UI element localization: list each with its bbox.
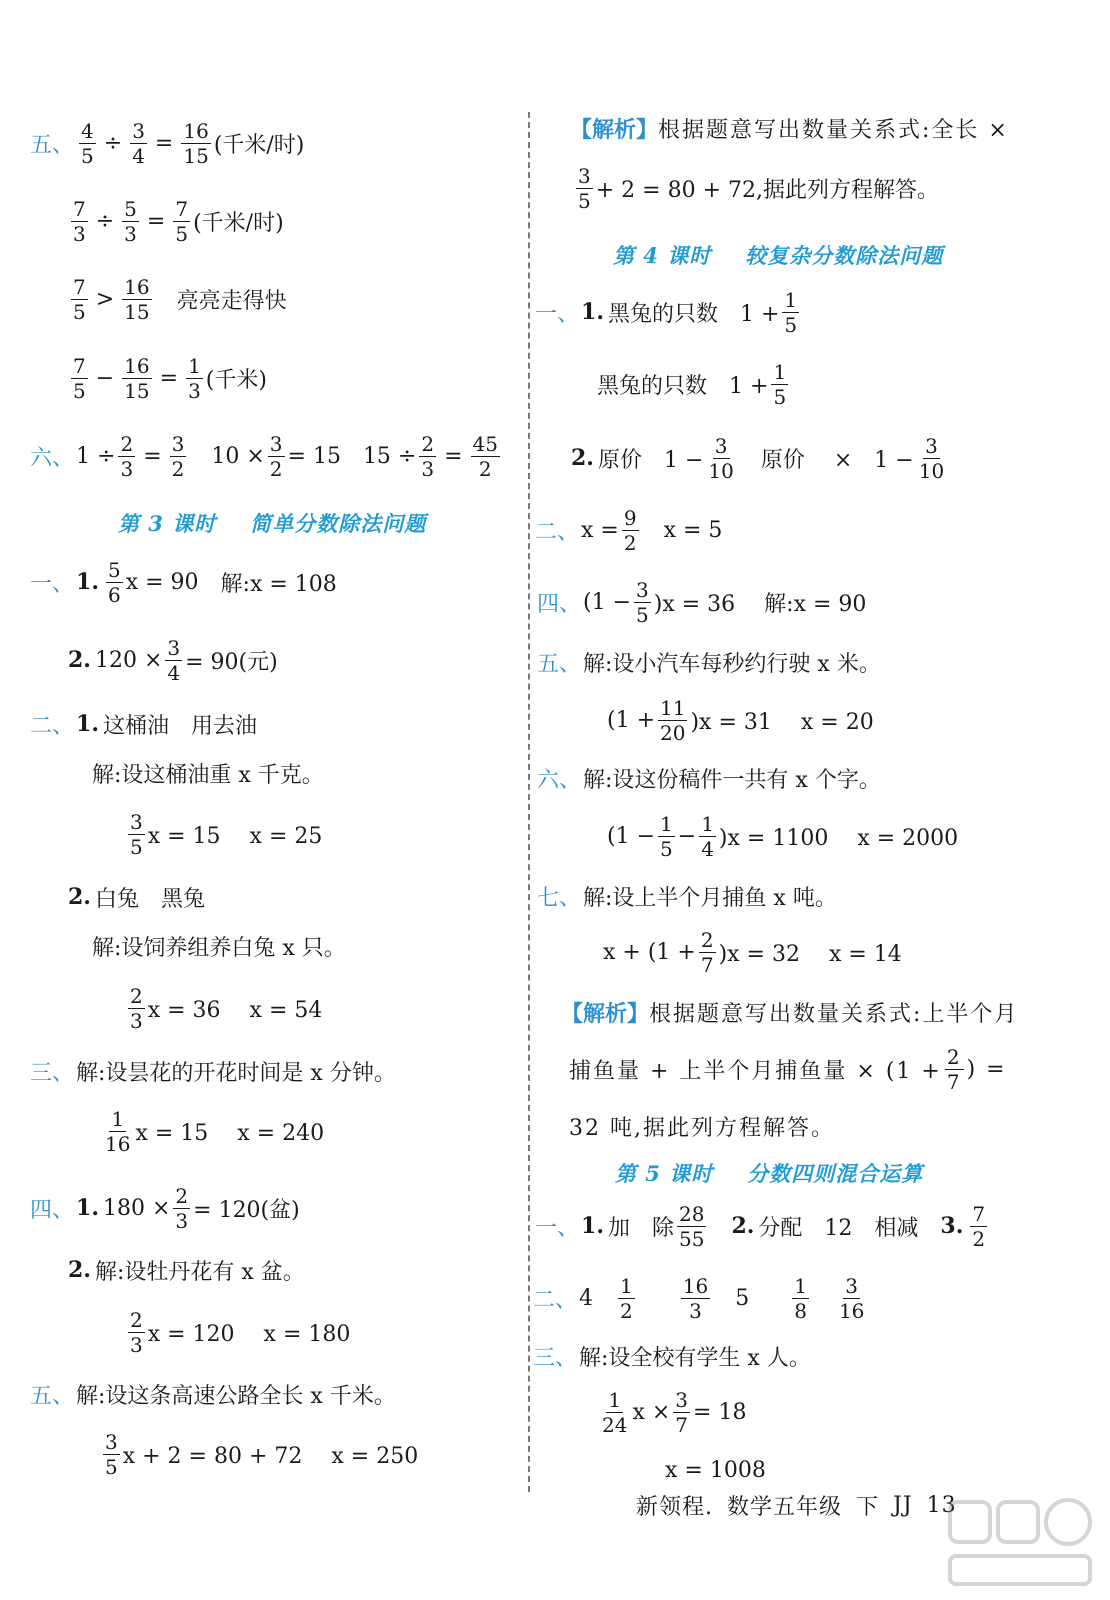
- denominator: 2: [620, 1298, 633, 1323]
- denominator: 2: [972, 1226, 986, 1251]
- numerator: 7: [73, 353, 86, 378]
- answer-line: $\frac{3}{5}$ x + 2 = 80 + 72 x = 250: [105, 1429, 419, 1479]
- section-marker: 二、: [533, 1287, 578, 1313]
- answer-line: $\frac{2}{3}$ x = 120 x = 180: [130, 1307, 351, 1357]
- fraction: [792, 1273, 809, 1323]
- fraction: [268, 431, 285, 481]
- denominator: 3: [188, 378, 201, 403]
- denominator: 5: [660, 836, 673, 861]
- fraction: [170, 431, 187, 481]
- denominator: 4: [132, 143, 145, 168]
- analysis-note: 【解析】 根据题意写出数量关系式:上半个月: [561, 984, 1018, 1040]
- denominator: 55: [679, 1226, 705, 1251]
- fraction: [130, 118, 147, 168]
- denominator: 5: [130, 834, 143, 859]
- section-marker: 二、: [30, 713, 75, 739]
- analysis-note: 捕鱼量 + 上半个月捕鱼量 × (1 + $\frac{2}{7}$ ) =: [569, 1044, 1007, 1094]
- denominator: 3: [175, 1208, 189, 1233]
- unit-text: (千米/时): [213, 132, 305, 158]
- fraction: [106, 557, 123, 607]
- denominator: 2: [171, 456, 185, 481]
- numerator: 3: [130, 809, 143, 834]
- fraction: [673, 1387, 690, 1437]
- fraction: [699, 927, 716, 977]
- numerator: 7: [972, 1201, 986, 1226]
- section-marker: 六、: [30, 445, 75, 471]
- section-marker: 二、: [535, 519, 580, 545]
- numerator: 1: [773, 359, 787, 384]
- answer-line: x = 1008: [665, 1457, 766, 1483]
- numerator: 3: [636, 577, 649, 602]
- denominator: 3: [130, 1332, 143, 1357]
- answer-line: $\frac{7}{5}$ > $\frac{16}{15}$ 亮亮走得快: [73, 274, 287, 324]
- answer-line: 2. 原价 1 − $\frac{3}{10}$ 原价 × 1 − $\frac{3}{10}$: [571, 433, 945, 483]
- answer-line: 七、 解:设上半个月捕鱼 x 吨。: [537, 868, 837, 924]
- section-marker: 三、: [533, 1345, 578, 1371]
- denominator: 15: [124, 378, 150, 403]
- section-marker: 五、: [30, 1383, 75, 1409]
- numerator: 3: [171, 431, 185, 456]
- numerator: 16: [124, 274, 150, 299]
- denominator: 4: [167, 660, 181, 685]
- page-number: 13: [926, 1493, 957, 1518]
- unit-text: (千米): [205, 367, 267, 393]
- numerator: 1: [188, 353, 201, 378]
- fraction: [79, 118, 96, 168]
- lesson-heading: 第 5 课时 分数四则混合运算: [615, 1161, 924, 1186]
- left-column: [30, 0, 520, 1600]
- denominator: 7: [700, 952, 714, 977]
- numerator: 2: [175, 1183, 189, 1208]
- fraction: [771, 359, 788, 409]
- numerator: 1: [608, 1387, 622, 1412]
- fraction: [71, 196, 88, 246]
- answer-line: 一、 1. 黑兔的只数 1 + $\frac{1}{5}$: [535, 287, 798, 337]
- fraction: [945, 1044, 964, 1094]
- denominator: 5: [773, 384, 787, 409]
- fraction: [658, 695, 687, 745]
- numerator: 16: [682, 1273, 709, 1298]
- section-marker: 六、: [537, 767, 582, 793]
- page-footer: [636, 1490, 957, 1521]
- numerator: 2: [120, 431, 134, 456]
- numerator: 3: [578, 163, 591, 188]
- numerator: 3: [845, 1273, 859, 1298]
- denominator: 3: [73, 221, 86, 246]
- answer-line: 五、 $\frac{4}{5}$ ÷ $\frac{3}{4}$ = $\frac{16}{15}$ (千米/时): [30, 118, 305, 168]
- analysis-tag: 【解析】: [561, 1000, 650, 1027]
- denominator: 5: [73, 299, 86, 324]
- denominator: 10: [918, 458, 945, 483]
- denominator: 3: [124, 221, 137, 246]
- numerator: 7: [73, 274, 86, 299]
- section-marker: 一、: [30, 571, 75, 597]
- numerator: 9: [623, 505, 637, 530]
- numerator: 11: [660, 695, 686, 720]
- lesson-heading: 第 4 课时 较复杂分数除法问题: [613, 243, 944, 268]
- fraction: [103, 1106, 132, 1156]
- denominator: 5: [578, 188, 591, 213]
- fraction: [165, 635, 182, 685]
- denominator: 7: [675, 1412, 689, 1437]
- fraction: [658, 811, 675, 861]
- fraction: [622, 505, 639, 555]
- numerator: 5: [124, 196, 137, 221]
- analysis-tag: 【解析】: [570, 116, 659, 143]
- fraction: [181, 118, 210, 168]
- numerator: 2: [130, 1307, 143, 1332]
- section-marker: 五、: [537, 651, 582, 677]
- answer-line: 2. 解:设牡丹花有 x 盆。: [68, 1257, 305, 1285]
- answer-line: 一、 1. 加 除 $\frac{28}{55}$ 2. 分配 12 相减 3. $\frac{7}{2}$: [535, 1201, 986, 1251]
- numerator: 3: [167, 635, 181, 660]
- numerator: 3: [105, 1429, 118, 1454]
- answer-line: $\frac{3}{5}$ x = 15 x = 25: [130, 809, 323, 859]
- numerator: 45: [472, 431, 498, 456]
- edition-label: JJ: [893, 1493, 913, 1518]
- denominator: 15: [183, 143, 209, 168]
- numerator: 3: [675, 1387, 689, 1412]
- fraction: [782, 287, 799, 337]
- answer-line: (1 − $\frac{1}{5}$ − $\frac{1}{4}$ )x = 1100 x = 2000: [607, 811, 959, 861]
- numerator: 2: [700, 927, 714, 952]
- denominator: 5: [105, 1454, 118, 1479]
- unit-text: (千米/时): [193, 210, 284, 236]
- section-marker: 四、: [537, 591, 582, 617]
- answer-line: $\frac{1}{16}$ x = 15 x = 240: [105, 1106, 325, 1156]
- denominator: 24: [602, 1412, 628, 1437]
- answer-line: 三、 解:设全校有学生 x 人。: [533, 1328, 811, 1384]
- fraction: [970, 1201, 987, 1251]
- numerator: 16: [124, 353, 150, 378]
- fraction: [576, 163, 593, 213]
- fraction: [419, 431, 436, 481]
- numerator: 2: [130, 983, 143, 1008]
- denominator: 3: [421, 456, 435, 481]
- answer-line: 二、 1. 这桶油 用去油: [30, 696, 257, 752]
- fraction: [118, 431, 135, 481]
- analysis-note: 32 吨,据此列方程解答。: [569, 1115, 835, 1141]
- denominator: 6: [107, 582, 121, 607]
- fraction: [122, 196, 139, 246]
- section-marker: 一、: [535, 1215, 580, 1241]
- answer-line: $\frac{7}{3}$ ÷ $\frac{5}{3}$ = $\frac{7}{5}$ (千米/时): [73, 196, 284, 246]
- fraction: [71, 353, 88, 403]
- numerator: 7: [73, 196, 86, 221]
- numerator: 3: [714, 433, 728, 458]
- analysis-note: 【解析】 根据题意写出数量关系式:全长 ×: [570, 100, 1009, 156]
- numerator: 1: [784, 287, 798, 312]
- answer-line: 解:设饲养组养白兔 x 只。: [92, 935, 346, 961]
- right-column: [533, 0, 1075, 1600]
- answer-line: 四、 1. 180 × $\frac{2}{3}$ = 120(盆): [30, 1183, 300, 1233]
- section-marker: 一、: [535, 301, 580, 327]
- numerator: 4: [81, 118, 94, 143]
- denominator: 20: [660, 720, 686, 745]
- answer-line: 解:设这桶油重 x 千克。: [92, 762, 324, 788]
- denominator: 7: [946, 1069, 962, 1094]
- answer-line: 一、 1. $\frac{5}{6}$ x = 90 解:x = 108: [30, 557, 337, 607]
- denominator: 5: [636, 602, 649, 627]
- fraction: [917, 433, 946, 483]
- fraction: [618, 1273, 635, 1323]
- numerator: 1: [111, 1106, 125, 1131]
- fraction: [706, 433, 735, 483]
- numerator: 7: [175, 196, 189, 221]
- fraction: [71, 274, 88, 324]
- numerator: 1: [794, 1273, 807, 1298]
- numerator: 1: [660, 811, 673, 836]
- answer-line: x + (1 + $\frac{2}{7}$ )x = 32 x = 14: [603, 927, 902, 977]
- subject-grade: 数学五年级: [727, 1495, 843, 1520]
- denominator: 3: [689, 1298, 702, 1323]
- fraction: [122, 353, 151, 403]
- denominator: 15: [124, 299, 150, 324]
- fraction: [600, 1387, 629, 1437]
- volume-label: 下: [856, 1495, 880, 1520]
- answer-line: 五、 解:设小汽车每秒约行驶 x 米。: [537, 634, 881, 690]
- answer-line: $\frac{3}{5}$ + 2 = 80 + 72,据此列方程解答。: [578, 163, 939, 213]
- answer-line: 二、 x = $\frac{9}{2}$ x = 5: [535, 505, 723, 555]
- denominator: 4: [701, 836, 714, 861]
- answer-line: 四、 (1 − $\frac{3}{5}$ )x = 36 解:x = 90: [537, 577, 867, 627]
- lesson-heading: 第 3 课时 简单分数除法问题: [118, 511, 427, 536]
- fraction: [128, 809, 145, 859]
- fraction: [173, 1183, 190, 1233]
- numerator: 1: [620, 1273, 633, 1298]
- numerator: 16: [183, 118, 209, 143]
- denominator: 2: [623, 530, 637, 555]
- answer-line: 六、 解:设这份稿件一共有 x 个字。: [537, 750, 881, 806]
- answer-line: 2. 120 × $\frac{3}{4}$ = 90(元): [68, 635, 278, 685]
- numerator: 3: [132, 118, 145, 143]
- fraction: [677, 1201, 706, 1251]
- answer-line: (1 + $\frac{11}{20}$ )x = 31 x = 20: [607, 695, 874, 745]
- numerator: 1: [701, 811, 714, 836]
- answer-line: $\frac{1}{24}$ x × $\frac{3}{7}$ = 18: [602, 1387, 747, 1437]
- numerator: 2: [421, 431, 435, 456]
- denominator: 10: [708, 458, 734, 483]
- fraction: [173, 196, 190, 246]
- answer-line: 三、 解:设昙花的开花时间是 x 分钟。: [30, 1043, 396, 1099]
- column-divider: [528, 112, 530, 1492]
- denominator: 2: [478, 456, 492, 481]
- denominator: 3: [120, 456, 134, 481]
- denominator: 8: [794, 1298, 807, 1323]
- section-marker: 五、: [30, 132, 75, 158]
- fraction: [128, 1307, 145, 1357]
- denominator: 5: [784, 312, 798, 337]
- watermark-logo-icon: [940, 1494, 1100, 1594]
- denominator: 16: [105, 1131, 131, 1156]
- denominator: 5: [175, 221, 189, 246]
- answer-line: $\frac{2}{3}$ x = 36 x = 54: [130, 983, 323, 1033]
- numerator: 28: [679, 1201, 705, 1226]
- fraction: [186, 353, 203, 403]
- fraction: [471, 431, 500, 481]
- answer-line: 六、 1 ÷ $\frac{2}{3}$ = $\frac{3}{2}$ 10 × $\frac{3}{2}$ = 15 15 ÷ $\frac{2}{3}$ = $\frac{45}{2}$: [30, 431, 498, 481]
- fraction: [122, 274, 151, 324]
- fraction: [128, 983, 145, 1033]
- fraction: [837, 1273, 866, 1323]
- numerator: 2: [946, 1044, 962, 1069]
- denominator: 5: [81, 143, 94, 168]
- numerator: 5: [107, 557, 121, 582]
- section-marker: 三、: [30, 1060, 75, 1086]
- conclusion-text: 亮亮走得快: [176, 288, 287, 314]
- fraction: [103, 1429, 120, 1479]
- fraction: [634, 577, 651, 627]
- denominator: 16: [838, 1298, 865, 1323]
- section-marker: 四、: [30, 1197, 75, 1223]
- denominator: 5: [73, 378, 86, 403]
- numerator: 3: [269, 431, 283, 456]
- denominator: 2: [269, 456, 283, 481]
- fraction: [699, 811, 716, 861]
- answer-line: 黑兔的只数 1 + $\frac{1}{5}$: [597, 359, 787, 409]
- answer-line: 二、 4 $\frac{1}{2}$ $\frac{16}{3}$ 5 $\frac{1}{8}$ $\frac{3}{16}$: [533, 1273, 865, 1323]
- answer-line: $\frac{7}{5}$ − $\frac{16}{15}$ = $\frac{1}{3}$ (千米): [73, 353, 267, 403]
- section-marker: 七、: [537, 885, 582, 911]
- numerator: 3: [925, 433, 938, 458]
- book-title: 新领程.: [636, 1495, 713, 1520]
- answer-line: 2. 白兔 黑兔: [68, 884, 205, 912]
- fraction: [681, 1273, 710, 1323]
- answer-line: 五、 解:设这条高速公路全长 x 千米。: [30, 1366, 396, 1422]
- denominator: 3: [130, 1008, 143, 1033]
